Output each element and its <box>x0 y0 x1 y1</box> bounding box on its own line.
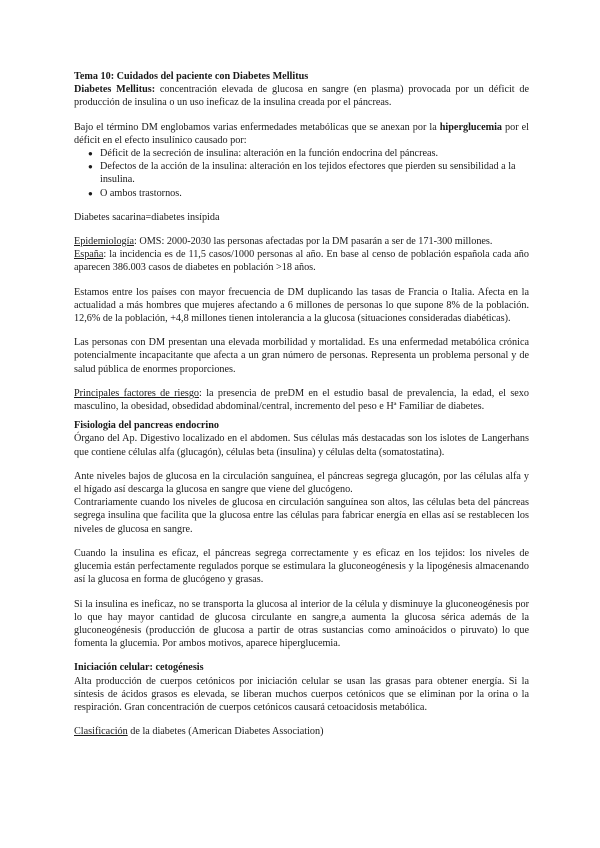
sacarina-line: Diabetes sacarina=diabetes insípida <box>74 211 220 223</box>
bullet-icon: ● <box>88 162 93 172</box>
ketogenesis-heading: Iniciación celular: cetogénesis <box>74 662 204 674</box>
document-title: Tema 10: Cuidados del paciente con Diabetes Mellitus <box>74 71 309 82</box>
definition-paragraph: Diabetes Mellitus: concentración elevada de glucosa en sangre (en plasma) provocada por un déficit de producción de insulina o un uso ineficaz de la insulina creada por el páncreas. <box>74 84 529 109</box>
morbidity-paragraph: Las personas con DM presentan una elevada morbilidad y mortalidad. Es una enfermedad metabólica crónica potencialmente incapacitante que afecta a un gran número de personas. Representa un problema personal y de salud pública de enormes proporciones. <box>74 337 529 375</box>
list-item: ● Defectos de la acción de la insulina: alteración en los tejidos efectores que pierden su sensibilidad a la insulina. <box>88 161 516 186</box>
causes-list <box>74 147 529 200</box>
physiology-paragraph-5: Si la insulina es ineficaz, no se transporta la glucosa al interior de la célula y disminuye la gluconeogénesis por lo que hay mayor cantidad de glucosa circulante en sangre,a aumenta la glucosa sérica además de la gluconeogénesis (producción de glucosa a partir de otras sustancias como aminoácidos o piruvato) lo que fomenta la glucemia. Por ambos motivos, aparece hiperglucemia. <box>74 598 529 650</box>
bullet-icon: ● <box>88 149 93 159</box>
physiology-paragraph-1: Órgano del Ap. Digestivo localizado en el abdomen. Sus células más destacadas son los islotes de Langerhans que contiene células alfa (glucagón), células beta (insulina) y células delta (somatostatina). <box>74 433 529 458</box>
epidemiology-paragraph: Epidemiología: OMS: 2000-2030 las personas afectadas por la DM pasarán a ser de 171-300 millones. <box>74 236 493 248</box>
hyperglycemia-paragraph: Bajo el término DM englobamos varias enfermedades metabólicas que se anexan por la hiperglucemia por el déficit en el efecto insulínico causado por: <box>74 121 529 146</box>
classification-line: Clasificación de la diabetes (American Diabetes Association) <box>74 726 324 738</box>
ketogenesis-paragraph: Alta producción de cuerpos cetónicos por iniciación celular se usan las grasas para obtener energía. Si la síntesis de ácidos grasos es elevada, se liberan muchos cuerpos cetónicos que se eliminan por la orina o la respiración. Gran concentración de cuerpos cetónicos causará cetoacidosis metabólica. <box>74 675 529 713</box>
physiology-heading: Fisiologia del pancreas endocrino <box>74 420 219 432</box>
physiology-paragraph-3: Contrariamente cuando los niveles de glucosa en circulación sanguínea son altos, las células beta del páncreas segrega insulina que facilita que la glucosa entre las células para fabricar energía en ellas así se restablecen los niveles de glucosa en sangre. <box>74 497 529 535</box>
bullet-icon: ● <box>88 188 93 198</box>
spain-paragraph: España: la incidencia es de 11,5 casos/1000 personas al año. En base al censo de población española cada año aparecen 386.003 casos de diabetes en población >18 años. <box>74 249 529 274</box>
list-item: ● Déficit de la secreción de insulina: alteración en la función endocrina del páncreas. <box>88 148 439 160</box>
countries-paragraph: Estamos entre los países con mayor frecuencia de DM duplicando las tasas de Francia o Italia. Afecta en la actualidad a más hombres que mujeres afectando a 6 millones de personas lo que supone 8% de la población. 12,6% de la población, +4,8 millones tienen intolerancia a la glucosa (situaciones consideradas diabéticas). <box>74 286 529 325</box>
list-item: ● O ambos trastornos. <box>88 187 182 199</box>
physiology-paragraph-2: Ante niveles bajos de glucosa en la circulación sanguínea, el páncreas segrega glucagón, por las células alfa y el hígado así descarga la glucosa en sangre que viene del glucógeno. <box>74 470 529 496</box>
document-page <box>74 70 529 738</box>
physiology-paragraph-4: Cuando la insulina es eficaz, el páncreas segrega correctamente y es eficaz en los tejidos: los niveles de glucemia están perfectamente regulados porque se estimulara la gluconeogénesis y la lipogénesis almacenando así la glucosa en forma de glucógeno y grasas. <box>74 547 529 586</box>
risk-factors-paragraph: Principales factores de riesgo: la presencia de preDM en el estudio basal de prevalencia, la edad, el sexo masculino, la obesidad, obsedidad abdominal/central, incremento del peso e Hª Familiar de diabetes. <box>74 387 529 413</box>
